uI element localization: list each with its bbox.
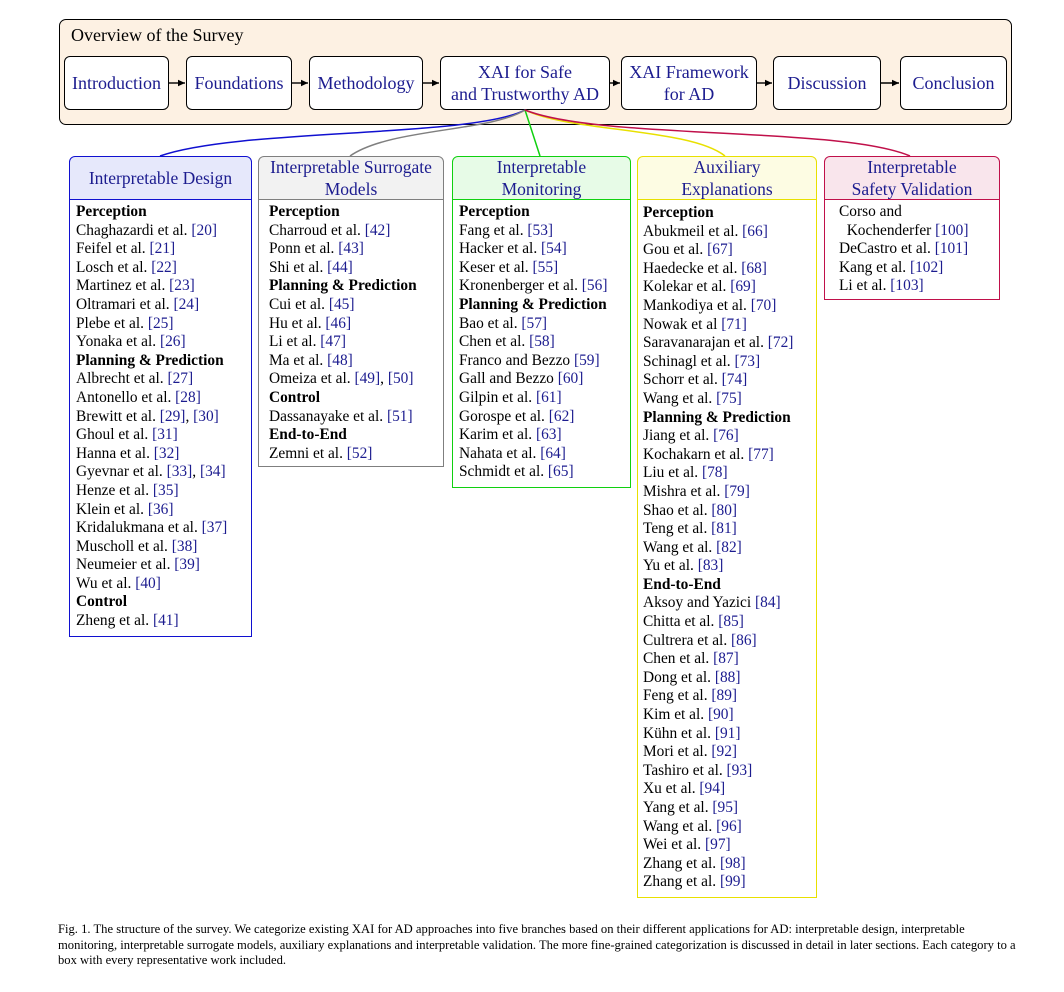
section-heading [643, 576, 793, 595]
reference-entry [269, 315, 417, 334]
reference-author: Teng et al. [643, 520, 712, 538]
reference-author: Fang et al. [459, 221, 528, 239]
citation-link[interactable]: [69] [730, 278, 756, 296]
reference-entry [643, 873, 793, 892]
citation-link[interactable]: [76] [713, 427, 739, 445]
citation-link[interactable]: [90] [707, 706, 734, 724]
citation-link[interactable]: [87] [713, 650, 739, 668]
citation-link[interactable]: [91] [714, 724, 741, 742]
citation-link[interactable]: [49] [354, 370, 381, 388]
reference-entry [269, 408, 417, 427]
citation-link[interactable]: [58] [529, 333, 555, 351]
citation-link[interactable]: [20] [191, 221, 218, 239]
reference-author: Haedecke et al. [643, 259, 742, 277]
citation-link[interactable]: [63] [535, 426, 562, 444]
reference-author: Dong et al. [643, 668, 715, 686]
section-heading-text: End-to-End [269, 426, 347, 444]
reference-entry [643, 334, 793, 353]
reference-author: Mishra et al. [643, 482, 725, 500]
reference-author: DeCastro et al. [839, 240, 935, 258]
reference-author: Wei et al. [643, 836, 706, 854]
flow-box-foundations: Foundations [186, 56, 292, 110]
reference-entry [269, 240, 417, 259]
reference-entry [76, 501, 227, 520]
citation-separator: , [380, 370, 388, 388]
reference-author: Yang et al. [643, 799, 713, 816]
reference-entry [269, 222, 417, 241]
reference-author: Schinagl et al. [643, 352, 735, 370]
section-heading-text: Planning & Prediction [269, 277, 417, 295]
reference-author: Klein et al. [76, 500, 148, 518]
reference-author: Brewitt et al. [76, 407, 160, 425]
reference-entry [459, 370, 607, 389]
reference-author: Hu et al. [269, 314, 326, 332]
reference-author: Wang et al. [643, 538, 717, 556]
citation-link[interactable]: [31] [152, 426, 178, 444]
reference-author: Abukmeil et al. [643, 222, 743, 240]
reference-author: Dassanayake et al. [269, 407, 387, 425]
reference-author: Kolekar et al. [643, 278, 731, 296]
section-heading-text: Perception [269, 203, 340, 220]
reference-author: Saravanarajan et al. [643, 334, 768, 352]
reference-author: Hanna et al. [76, 444, 154, 462]
section-heading [76, 352, 227, 371]
reference-entry [643, 390, 793, 409]
flow-box-conclusion: Conclusion [900, 56, 1007, 110]
reference-entry [76, 482, 227, 501]
reference-author: Feifel et al. [76, 240, 150, 258]
reference-author: Mankodiya et al. [643, 296, 751, 314]
citation-link[interactable]: [35] [152, 481, 179, 499]
reference-entry [643, 780, 793, 799]
reference-author: Chaghazardi et al. [76, 221, 192, 239]
reference-entry [643, 223, 793, 242]
citation-link[interactable]: [53] [527, 221, 554, 239]
section-heading-text: Perception [459, 203, 530, 220]
reference-entry [76, 370, 227, 389]
section-heading-text: Planning & Prediction [643, 408, 791, 426]
reference-author: Henze et al. [76, 481, 153, 499]
section-heading [269, 203, 417, 222]
section-heading [76, 593, 227, 612]
reference-entry [643, 669, 793, 688]
citation-link[interactable]: [57] [521, 314, 548, 332]
reference-author: Wu et al. [76, 574, 136, 592]
citation-link[interactable]: [66] [742, 222, 768, 240]
reference-entry [643, 799, 793, 818]
reference-entry [459, 463, 607, 482]
reference-author: Nahata et al. [459, 444, 541, 462]
reference-entry [643, 632, 793, 651]
category-list-surrogate-models [269, 203, 417, 463]
citation-link[interactable]: [29] [159, 407, 186, 425]
reference-author: Zheng et al. [76, 612, 153, 630]
reference-author: Losch et al. [76, 258, 152, 276]
reference-entry [643, 427, 793, 446]
reference-entry [643, 687, 793, 706]
reference-author: Gyevnar et al. [76, 463, 167, 481]
reference-author: Zemni et al. [269, 444, 347, 462]
citation-link[interactable]: [100] [935, 221, 969, 239]
reference-author: Muscholl et al. [76, 537, 172, 555]
reference-author: Shao et al. [643, 501, 712, 519]
citation-link[interactable]: [82] [716, 538, 742, 556]
reference-entry [643, 855, 793, 874]
reference-entry [76, 556, 227, 575]
reference-entry [76, 445, 227, 464]
reference-entry [76, 408, 227, 427]
citation-link[interactable]: [77] [748, 445, 774, 463]
citation-link[interactable]: [36] [147, 500, 174, 518]
reference-entry [643, 278, 793, 297]
reference-author: Gorospe et al. [459, 407, 549, 425]
citation-link[interactable]: [65] [547, 463, 574, 481]
citation-link[interactable]: [92] [711, 743, 738, 761]
citation-link[interactable]: [39] [174, 556, 200, 574]
reference-author: Feng et al. [643, 687, 712, 705]
reference-author: Li et al. [839, 277, 891, 295]
citation-link[interactable]: [78] [701, 464, 728, 482]
citation-link[interactable]: [40] [135, 574, 161, 592]
citation-link[interactable]: [47] [320, 333, 346, 351]
reference-author: Wang et al. [643, 389, 717, 407]
section-heading [269, 426, 417, 445]
section-heading-text: Planning & Prediction [459, 295, 607, 313]
section-heading [643, 409, 793, 428]
citation-link[interactable]: [45] [328, 295, 355, 313]
citation-link[interactable]: [97] [705, 836, 731, 854]
reference-author: Aksoy and Yazici [643, 594, 756, 612]
reference-author: Jiang et al. [643, 427, 714, 445]
citation-link[interactable]: [70] [750, 296, 777, 314]
reference-entry [76, 259, 227, 278]
citation-link[interactable]: [27] [167, 370, 194, 388]
section-heading [269, 277, 417, 296]
citation-link[interactable]: [48] [327, 351, 353, 369]
reference-entry [643, 520, 793, 539]
reference-entry [459, 426, 607, 445]
branch-line-surrogate [350, 110, 525, 156]
reference-author: Gall and Bezzo [459, 370, 558, 388]
reference-author: Schmidt et al. [459, 463, 548, 481]
reference-entry [269, 370, 417, 389]
citation-link[interactable]: [32] [153, 444, 180, 462]
reference-author: Martinez et al. [76, 277, 170, 295]
reference-entry [76, 612, 227, 631]
reference-author: Mori et al. [643, 743, 712, 761]
reference-author: Kridalukmana et al. [76, 519, 202, 537]
reference-author: Corso and [839, 203, 902, 220]
reference-author: Neumeier et al. [76, 556, 175, 574]
citation-link[interactable]: [46] [325, 314, 352, 332]
reference-author: Antonello et al. [76, 388, 176, 406]
section-heading-text: Perception [643, 204, 714, 221]
reference-author: Omeiza et al. [269, 370, 355, 388]
reference-author: Ponn et al. [269, 240, 339, 258]
citation-link[interactable]: [43] [338, 240, 364, 258]
citation-link[interactable]: [81] [711, 520, 737, 538]
reference-author: Bao et al. [459, 314, 522, 332]
citation-link[interactable]: [28] [175, 388, 201, 406]
reference-entry [76, 538, 227, 557]
reference-entry [643, 539, 793, 558]
category-header-surrogate-models: Interpretable Surrogate Models [258, 156, 444, 200]
reference-entry [839, 203, 968, 222]
reference-entry [459, 259, 607, 278]
category-header-interpretable-monitoring: Interpretable Monitoring [452, 156, 631, 200]
reference-author: Karim et al. [459, 426, 536, 444]
reference-author: Yonaka et al. [76, 333, 160, 351]
citation-link[interactable]: [33] [166, 463, 193, 481]
reference-entry [459, 408, 607, 427]
branch-line-design [160, 110, 525, 156]
citation-link[interactable]: [37] [201, 519, 228, 537]
citation-link[interactable]: [38] [171, 537, 198, 555]
branch-line-monitoring [525, 110, 540, 156]
citation-link[interactable]: [54] [541, 240, 567, 258]
citation-link[interactable]: [86] [731, 631, 757, 649]
reference-author: Tashiro et al. [643, 761, 727, 779]
citation-separator: , [192, 463, 200, 481]
branch-line-validation [525, 110, 910, 156]
reference-entry [643, 483, 793, 502]
reference-entry [643, 706, 793, 725]
reference-author: Chen et al. [459, 333, 530, 351]
reference-author: Kronenberger et al. [459, 277, 582, 295]
reference-entry [76, 296, 227, 315]
reference-entry [839, 240, 968, 259]
category-header-safety-validation: Interpretable Safety Validation [824, 156, 1000, 200]
citation-link[interactable]: [25] [147, 314, 174, 332]
reference-entry [76, 315, 227, 334]
reference-entry [643, 725, 793, 744]
category-list-interpretable-monitoring [459, 203, 607, 482]
category-list-interpretable-design [76, 203, 227, 631]
figure-caption: Fig. 1. The structure of the survey. We categorize existing XAI for AD approaches into five branches based on their different applications for AD: interpretable design, interpretable monitoring, interpretable surrogate models, auxiliary explanations and interpretable validation. The more fine-grained categorization is discussed in detail in later sections. Each category to a box with every representative work included. [58, 922, 1016, 967]
citation-link[interactable]: [60] [557, 370, 584, 388]
reference-entry [459, 333, 607, 352]
citation-link[interactable]: [103] [890, 277, 924, 295]
reference-entry [643, 762, 793, 781]
citation-link[interactable]: [22] [151, 258, 177, 276]
reference-author: Wang et al. [643, 817, 717, 835]
citation-link[interactable]: [41] [152, 612, 179, 630]
section-heading [76, 203, 227, 222]
citation-link[interactable]: [34] [199, 463, 226, 481]
citation-link[interactable]: [88] [714, 668, 741, 686]
section-heading-text: Control [269, 388, 321, 406]
reference-entry [269, 445, 417, 464]
reference-author: Keser et al. [459, 258, 533, 276]
reference-entry [459, 315, 607, 334]
reference-entry [643, 371, 793, 390]
reference-entry [643, 650, 793, 669]
flow-box-methodology: Methodology [309, 56, 423, 110]
reference-entry [643, 613, 793, 632]
section-heading-text: Control [76, 593, 128, 611]
reference-entry [76, 463, 227, 482]
reference-author: Yu et al. [643, 557, 698, 575]
reference-author: Chitta et al. [643, 613, 719, 631]
reference-author: Kochakarn et al. [643, 445, 749, 463]
reference-author: Albrecht et al. [76, 370, 168, 388]
reference-entry [643, 502, 793, 521]
citation-link[interactable]: [94] [699, 780, 726, 798]
citation-link[interactable]: [89] [711, 687, 738, 705]
section-heading [643, 204, 793, 223]
citation-link[interactable]: [102] [909, 258, 944, 276]
reference-entry [76, 277, 227, 296]
reference-entry [76, 575, 227, 594]
reference-author: Li et al. [269, 333, 321, 351]
reference-entry [76, 222, 227, 241]
reference-entry [839, 259, 968, 278]
reference-entry [643, 260, 793, 279]
reference-entry [269, 296, 417, 315]
citation-link[interactable]: [61] [535, 388, 562, 406]
citation-link[interactable]: [80] [711, 501, 738, 519]
citation-link[interactable]: [21] [149, 240, 176, 258]
category-header-auxiliary-explanations: Auxiliary Explanations [637, 156, 817, 200]
reference-entry [76, 389, 227, 408]
reference-author: Zhang et al. [643, 873, 720, 891]
section-heading [459, 203, 607, 222]
reference-entry [269, 259, 417, 278]
reference-entry [459, 222, 607, 241]
reference-entry [839, 277, 968, 296]
citation-link[interactable]: [59] [573, 351, 600, 369]
reference-author: Kochenderfer [839, 221, 936, 239]
section-heading [269, 389, 417, 408]
reference-entry [643, 743, 793, 762]
flow-box-xai-framework: XAI Framework for AD [621, 56, 757, 110]
reference-author: Franco and Bezzo [459, 351, 574, 369]
branch-line-auxiliary [525, 110, 725, 156]
citation-link[interactable]: [51] [386, 407, 413, 425]
section-heading-text: Planning & Prediction [76, 351, 224, 369]
citation-link[interactable]: [84] [755, 594, 781, 612]
reference-author: Zhang et al. [643, 854, 720, 872]
citation-link[interactable]: [52] [346, 444, 373, 462]
reference-author: Kim et al. [643, 706, 708, 724]
citation-link[interactable]: [98] [719, 854, 746, 872]
citation-link[interactable]: [101] [934, 240, 969, 258]
citation-link[interactable]: [75] [716, 389, 742, 407]
section-heading-text: End-to-End [643, 575, 721, 593]
reference-entry [643, 353, 793, 372]
reference-author: Charroud et al. [269, 221, 365, 239]
citation-link[interactable]: [93] [726, 761, 753, 779]
reference-entry [459, 240, 607, 259]
reference-entry [76, 240, 227, 259]
category-list-auxiliary-explanations [643, 204, 793, 892]
reference-entry [459, 277, 607, 296]
reference-author: Ma et al. [269, 351, 328, 369]
citation-link[interactable]: [95] [712, 799, 739, 816]
citation-link[interactable]: [24] [173, 295, 200, 313]
reference-author: Gilpin et al. [459, 388, 536, 406]
citation-link[interactable]: [64] [540, 444, 566, 462]
flow-box-xai-safe-trustworthy: XAI for Safe and Trustworthy AD [440, 56, 610, 110]
citation-link[interactable]: [30] [193, 407, 219, 425]
reference-entry [76, 519, 227, 538]
reference-entry [643, 464, 793, 483]
citation-link[interactable]: [67] [707, 241, 733, 259]
reference-author: Plebe et al. [76, 314, 148, 332]
citation-link[interactable]: [72] [767, 334, 794, 352]
reference-entry [643, 316, 793, 335]
citation-link[interactable]: [85] [718, 613, 744, 631]
citation-separator: , [185, 407, 194, 425]
flow-box-introduction: Introduction [64, 56, 169, 110]
reference-author: Schorr et al. [643, 371, 722, 389]
citation-link[interactable]: [26] [159, 333, 186, 351]
citation-link[interactable]: [23] [169, 277, 195, 295]
citation-link[interactable]: [68] [741, 259, 767, 277]
citation-link[interactable]: [99] [719, 873, 746, 891]
reference-entry [459, 445, 607, 464]
reference-author: Xu et al. [643, 780, 700, 798]
reference-author: Chen et al. [643, 650, 714, 668]
reference-entry [269, 352, 417, 371]
flow-box-discussion: Discussion [773, 56, 881, 110]
reference-author: Oltramari et al. [76, 295, 174, 313]
section-heading [459, 296, 607, 315]
citation-link[interactable]: [96] [716, 817, 742, 835]
reference-entry [643, 446, 793, 465]
citation-link[interactable]: [71] [721, 315, 747, 333]
reference-entry [459, 352, 607, 371]
reference-author: Kühn et al. [643, 724, 715, 742]
category-header-interpretable-design: Interpretable Design [69, 156, 252, 200]
citation-link[interactable]: [83] [697, 557, 724, 575]
reference-entry [643, 557, 793, 576]
section-heading-text: Perception [76, 203, 147, 220]
citation-link[interactable]: [42] [364, 221, 391, 239]
reference-author: Kang et al. [839, 258, 910, 276]
reference-author: Cui et al. [269, 295, 329, 313]
citation-link[interactable]: [62] [548, 407, 575, 425]
citation-link[interactable]: [73] [734, 352, 761, 370]
reference-author: Shi et al. [269, 258, 328, 276]
reference-entry [643, 297, 793, 316]
citation-link[interactable]: [74] [721, 371, 748, 389]
reference-entry [643, 594, 793, 613]
reference-entry [839, 222, 968, 241]
citation-link[interactable]: [44] [327, 258, 353, 276]
reference-author: Liu et al. [643, 464, 702, 482]
reference-entry [269, 333, 417, 352]
reference-entry [76, 426, 227, 445]
reference-author: Hacker et al. [459, 240, 542, 258]
reference-entry [643, 818, 793, 837]
reference-entry [643, 836, 793, 855]
category-list-safety-validation [839, 203, 968, 296]
reference-entry [76, 333, 227, 352]
reference-author: Ghoul et al. [76, 426, 153, 444]
citation-link[interactable]: [50] [387, 370, 414, 388]
reference-author: Gou et al. [643, 241, 708, 259]
citation-link[interactable]: [79] [724, 482, 750, 500]
reference-entry [459, 389, 607, 408]
citation-link[interactable]: [55] [532, 258, 559, 276]
citation-link[interactable]: [56] [581, 277, 608, 295]
overview-title: Overview of the Survey [71, 25, 244, 45]
reference-entry [643, 241, 793, 260]
reference-author: Nowak et al [643, 315, 722, 333]
reference-author: Cultrera et al. [643, 631, 732, 649]
